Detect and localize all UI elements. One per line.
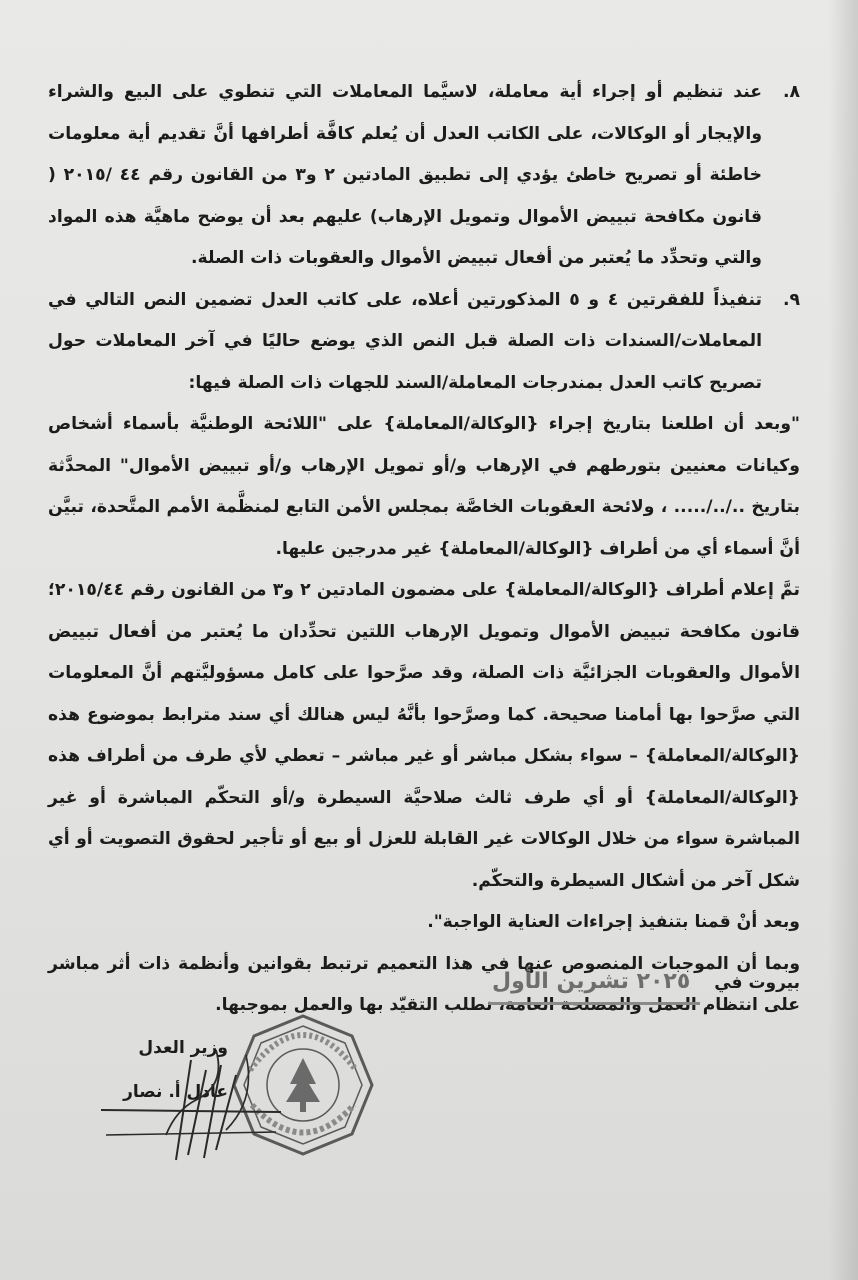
clause-8 <box>48 72 800 280</box>
handwritten-signature <box>96 1040 286 1170</box>
clause-9 <box>48 280 800 405</box>
quoted-paragraph: تمَّ إعلام أطراف {الوكالة/المعاملة} على مضمون المادتين ٢ و٣ من القانون رقم ٢٠١٥/٤٤؛ قانون مكافحة تبييض الأموال وتمويل الإرهاب اللتين تحدِّدان ما يُعتبر من أفعال تبييض الأموال والعقوبات الجزائيَّة ذات الصلة، وقد صرَّحوا على كامل مسؤوليَّتهم أنَّ المعلومات التي صرَّحوا بها أمامنا صحيحة. كما وصرَّحوا بأنَّهُ ليس هنالك أي سند مترابط بموضوع هذه {الوكالة/المعاملة} – سواء بشكل مباشر أو غير مباشر – تعطي لأي طرف من أطراف هذه {الوكالة/المعاملة} أو أي طرف ثالث صلاحيَّة السيطرة و/أو التحكّم المباشرة أو غير المباشرة سواء من خلال الوكالات غير القابلة للعزل أو بيع أو تأجير لحقوق التصويت أو أي شكل آخر من أشكال السيطرة والتحكّم. <box>48 580 800 891</box>
document-body <box>48 72 800 1027</box>
clause-number: ٩. <box>782 289 800 310</box>
clause-text: تنفيذاً للفقرتين ٤ و ٥ المذكورتين أعلاه، على كاتب العدل تضمين النص التالي في المعاملات/السندات ذات الصلة قبل النص الذي يوضع حاليًا في آخر المعاملات حول تصريح كاتب العدل بمندرجات المعاملة/السند للجهات ذات الصلة فيها: <box>48 289 763 393</box>
stamped-date: ٢٠٢٥ تشرين الأول <box>488 962 700 1005</box>
dateline-label: بيروت في <box>714 973 800 993</box>
quoted-paragraph: "وبعد أن اطلعنا بتاريخ إجراء {الوكالة/المعاملة} على "اللائحة الوطنيَّة بأسماء أشخاص وكيانات معنيين بتورطهم في الإرهاب و/أو تمويل الإرهاب و/أو تبييض الأموال" المحدَّثة بتاريخ ../../..... ، ولائحة العقوبات الخاصَّة بمجلس الأمن التابع لمنظَّمة الأمم المتَّحدة، تبيَّن أنَّ أسماء أي من أطراف {الوكالة/المعاملة} غير مدرجين عليها. <box>48 414 800 559</box>
clause-text: عند تنظيم أو إجراء أية معاملة، لاسيَّما المعاملات التي تنطوي على البيع والشراء والإيجار أو الوكالات، على الكاتب العدل أن يُعلم كافَّة أطرافها أنَّ تقديم أية معلومات خاطئة أو تصريح خاطئ يؤدي إلى تطبيق المادتين ٢ و٣ من القانون رقم ٤٤ /٢٠١٥ ( قانون مكافحة تبييض الأموال وتمويل الإرهاب) عليهم بعد أن يوضح ماهيَّة هذه المواد والتي وتحدِّد ما يُعتبر من أفعال تبييض الأموال والعقوبات ذات الصلة. <box>48 82 762 268</box>
dateline <box>488 962 800 1005</box>
quoted-paragraph: وبعد أنْ قمنا بتنفيذ إجراءات العناية الواجبة". <box>427 912 800 932</box>
signatory-title: وزير العدل <box>138 1038 228 1058</box>
clause-number: ٨. <box>782 82 800 102</box>
closing-paragraph: وبما أن الموجبات المنصوص عنها في هذا التعميم ترتبط بقوانين وأنظمة ذات أثر مباشر على انتظام العمل والمصلحة العامة، نطلب التقيّد بها والعمل بموجبها. <box>48 953 800 1015</box>
signatory-name: عادل أ. نصار <box>123 1082 228 1102</box>
page-edge-shadow <box>828 0 858 1280</box>
